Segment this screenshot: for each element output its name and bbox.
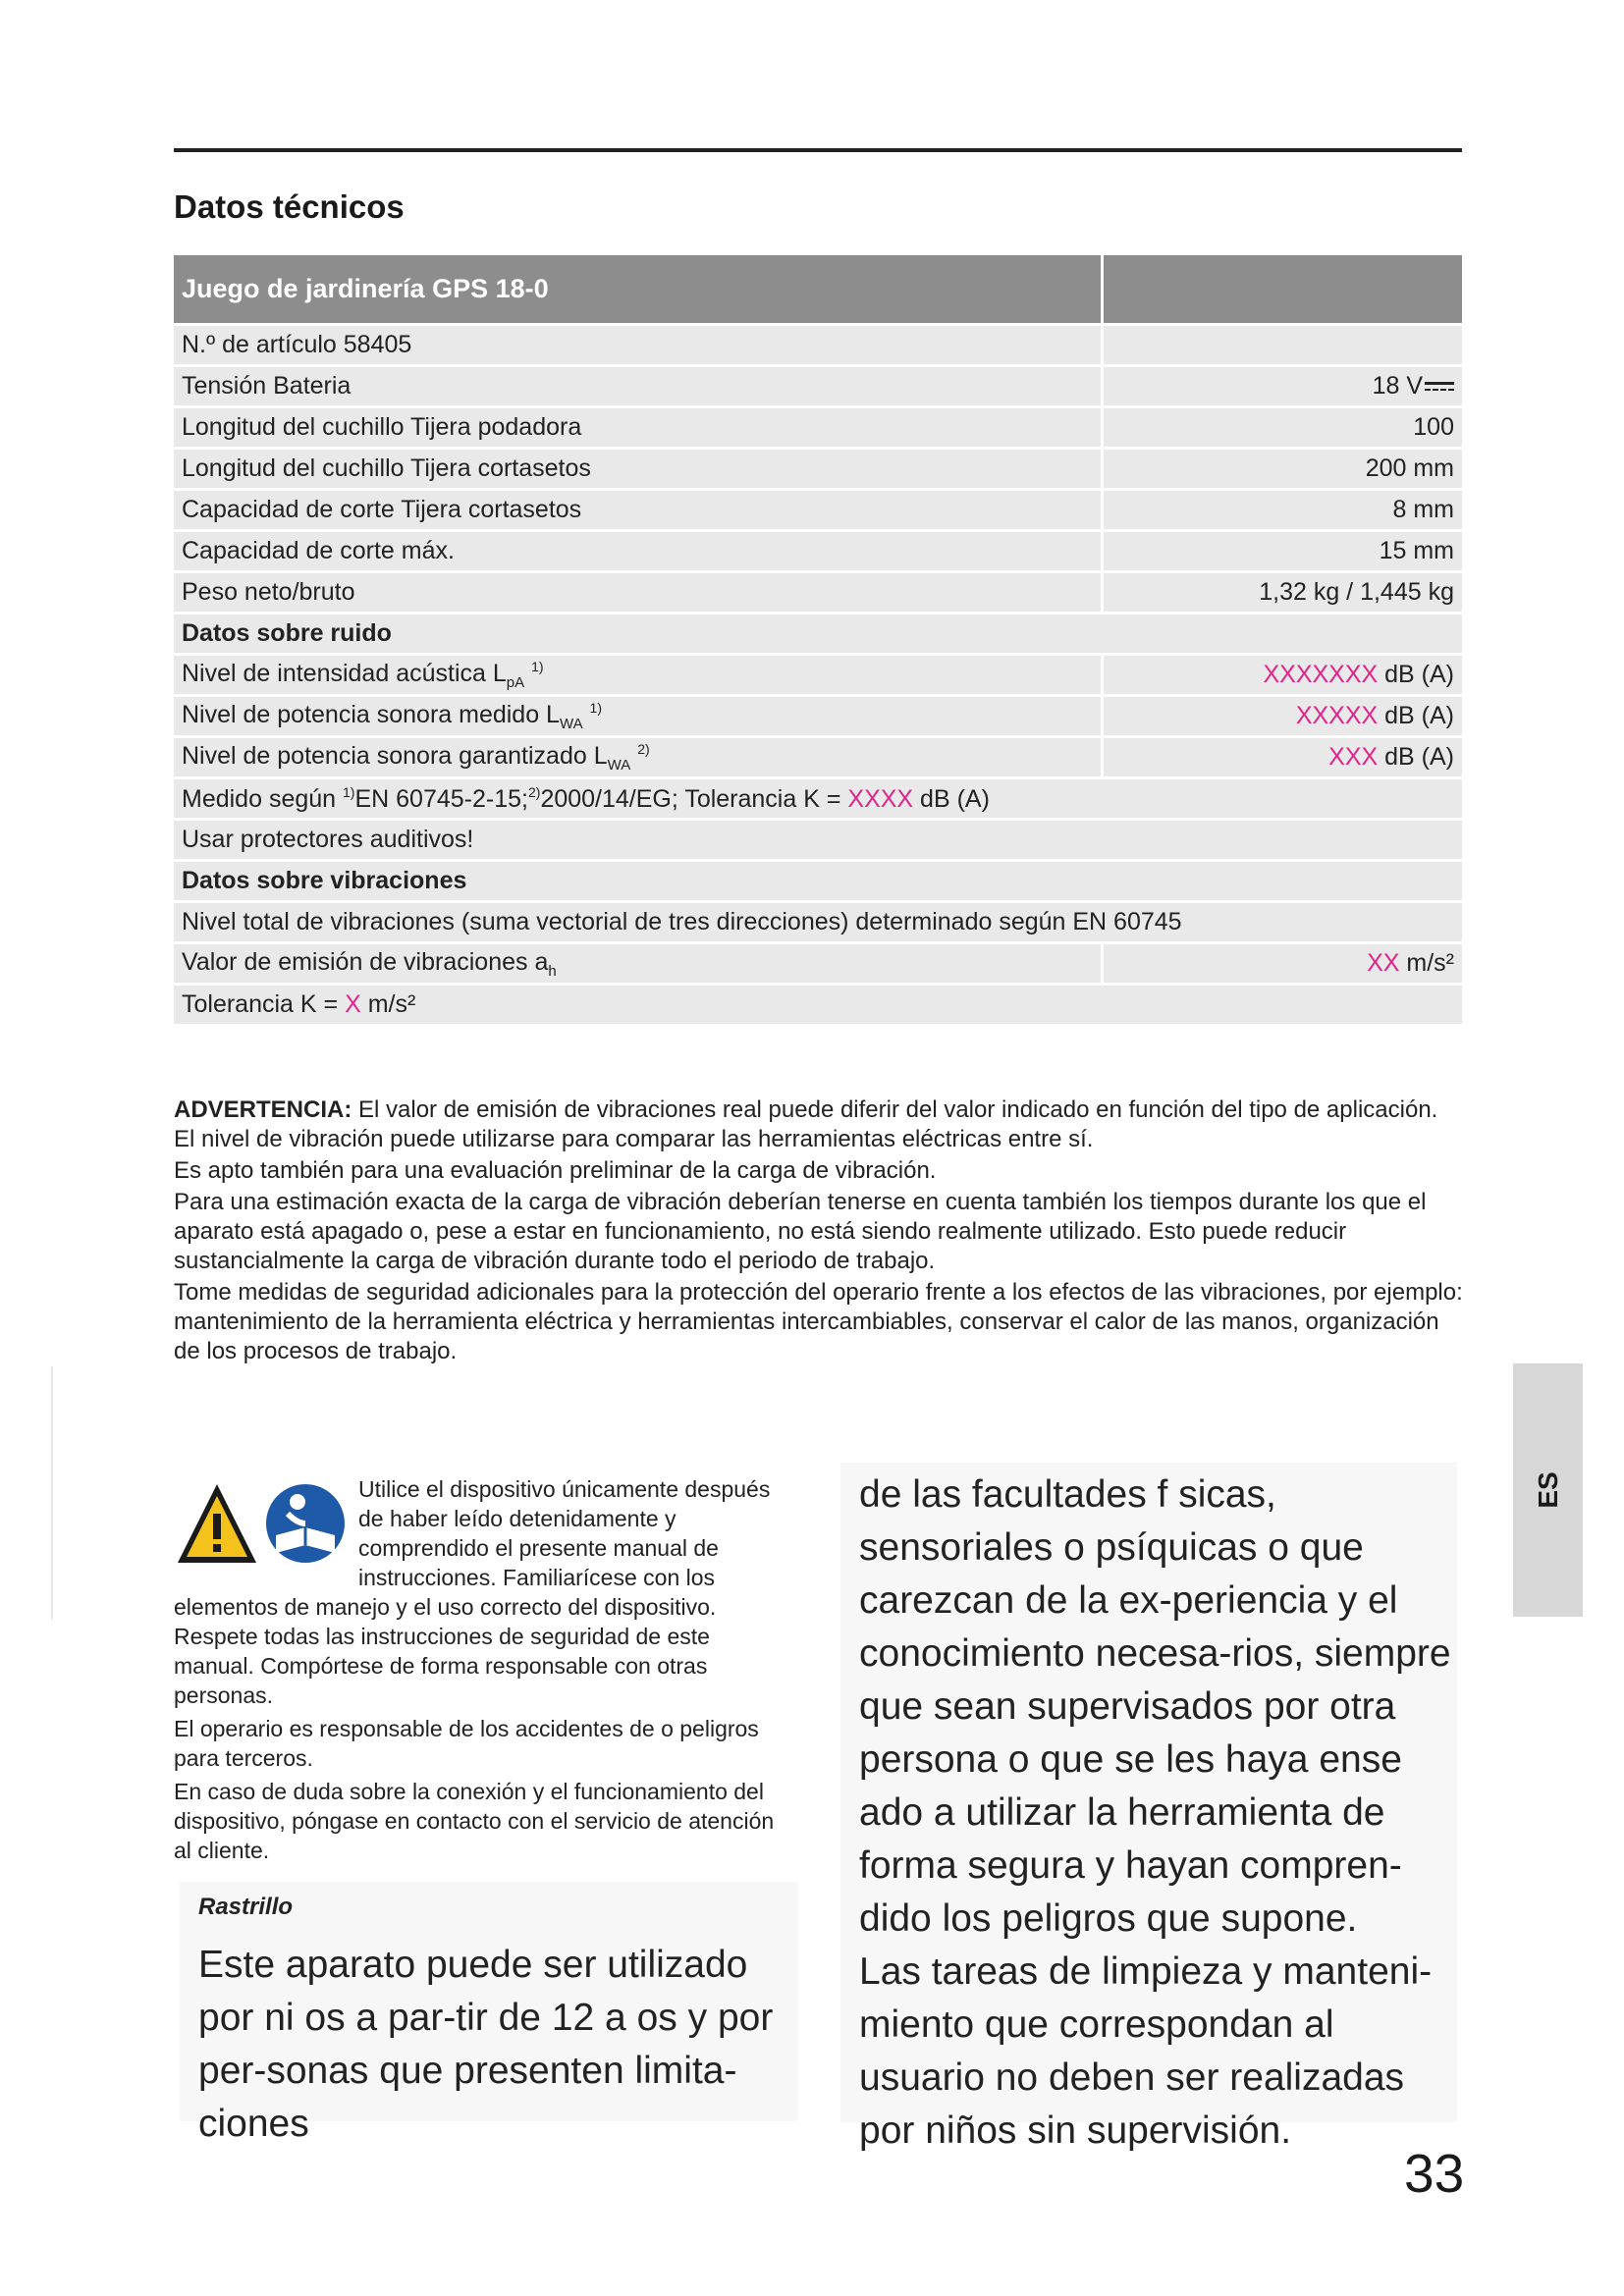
noise-placeholder: XXXXX [1295, 702, 1379, 729]
table-row [174, 491, 1462, 529]
table-row: Valor de emisión de vibraciones $a_h$ XX m/s² [174, 944, 1462, 983]
row-label: Peso neto/bruto [174, 573, 1101, 612]
noise-unit: dB (A) [1378, 702, 1454, 729]
hearing-protection-note: Usar protectores auditivos! [174, 821, 1462, 859]
rake-label: Rastrillo [198, 1894, 294, 1920]
warning-triangle-icon [178, 1484, 256, 1563]
tolerance-row: Tolerancia K = X m/s² [174, 986, 1462, 1024]
table-row [174, 821, 1462, 859]
table-row [174, 573, 1462, 612]
table-row [174, 656, 1462, 694]
row-value: 200 mm [1101, 450, 1462, 488]
table-row [174, 738, 1462, 776]
vibration-section-title: Datos sobre vibraciones [174, 862, 1462, 900]
noise-label: Nivel de potencia sonora garantizado L [182, 742, 608, 770]
table-row [174, 532, 1462, 570]
noise-subscript: WA [559, 716, 583, 732]
row-value: 15 mm [1101, 532, 1462, 570]
noise-placeholder: XXXXXXX [1263, 661, 1379, 688]
row-label: Tensión Bateria [174, 367, 1101, 405]
rake-text: Este aparato puede ser utilizado por ni os a par-tir de 12 a os y por per-sonas que presenten limita-ciones [198, 1944, 774, 2145]
section-row-vibration [174, 862, 1462, 900]
warning-read-manual-icons [174, 1474, 351, 1590]
restriction-paragraph: de las facultades f sicas, sensoriales o psíquicas o que carezcan de la ex-periencia y el conocimiento necesa-rios, siempre que sean supervisados por otra persona o que se les haya ense ado a utilizar la herramienta de forma segura y hayan compren-dido los peligros que supone. [859, 1473, 1451, 1940]
spec-table [174, 252, 1462, 1027]
safety-paragraph: Utilice el dispositivo únicamente después de haber leído detenidamente y comprendido el presente manual de instrucciones. Familiarícese con los elementos de manejo y el uso correcto del dispositivo. Respete todas las instrucciones de seguridad de este manual. Compórtese de forma responsable con otras personas. [174, 1476, 771, 1708]
noise-placeholder: XXX [1328, 743, 1379, 771]
noise-footnote: 1) [589, 700, 602, 716]
page-number: 33 [1404, 2143, 1465, 2204]
row-label: Longitud del cuchillo Tijera cortasetos [174, 450, 1101, 488]
rake-box [180, 1882, 798, 2145]
language-tab: ES [1513, 1363, 1583, 1617]
usage-restriction-box [840, 1463, 1457, 2152]
noise-subscript: WA [607, 757, 631, 774]
safety-paragraph: El operario es responsable de los accidentes de o peligros para terceros. [174, 1716, 759, 1771]
page-title: Datos técnicos [174, 188, 405, 225]
safety-paragraph: En caso de duda sobre la conexión y el funcionamiento del dispositivo, póngase en contacto con el servicio de atención al cliente. [174, 1779, 775, 1863]
section-row-noise [174, 614, 1462, 653]
tolerance-placeholder: XXXX [847, 784, 914, 813]
row-label: Capacidad de corte Tijera cortasetos [174, 491, 1101, 529]
noise-footnote: 1) [531, 659, 544, 674]
noise-unit: dB (A) [1378, 661, 1454, 688]
measured-row: Medido según $^{1)}$EN 60745-2-15;$^{2)}$2000/14/EG; Tolerancia K = XXXX dB (A) [174, 779, 1462, 818]
scan-edge-mark [51, 1366, 53, 1620]
spec-table-header-row [174, 255, 1462, 323]
row-value: 8 mm [1101, 491, 1462, 529]
row-value: 1,32 kg / 1,445 kg [1101, 573, 1462, 612]
warning-label: ADVERTENCIA: [174, 1096, 352, 1123]
vibration-placeholder: XX [1367, 949, 1400, 977]
noise-section-title: Datos sobre ruido [174, 614, 1462, 653]
table-row [174, 326, 1462, 364]
table-row [174, 697, 1462, 735]
safety-instructions [174, 1474, 792, 1869]
vibration-warning: ADVERTENCIA: El valor de emisión de vibraciones real puede diferir del valor indicado en función del tipo de aplicación. El nivel de vibración puede utilizarse para comparar las herramientas eléctricas entre sí. Es apto también para una evaluación preliminar de la carga de vibración. Para una estimación exacta de la carga de vibración deberían tenerse en cuenta también los tiempos durante los que el aparato está apagado o, pese a estar en funcionamiento, no está siendo realmente utilizado. Esto puede reducir sustancialmente la carga de vibración durante todo el periodo de trabajo. Tome medidas de seguridad adicionales para la protección del operario frente a los efectos de las vibraciones, por ejemplo: mantenimiento de la herramienta eléctrica y herramientas intercambiables, conservar el calor de las manos, organización de los procesos de trabajo. [174, 1096, 1463, 1364]
noise-unit: dB (A) [1378, 743, 1454, 771]
dc-current-icon [1425, 380, 1454, 394]
row-label: N.º de artículo 58405 [174, 326, 1101, 364]
read-manual-icon [266, 1484, 345, 1563]
row-value: 100 [1101, 408, 1462, 447]
table-row [174, 779, 1462, 818]
table-row [174, 986, 1462, 1024]
table-row [174, 367, 1462, 405]
row-label: Longitud del cuchillo Tijera podadora [174, 408, 1101, 447]
row-label: Capacidad de corte máx. [174, 532, 1101, 570]
row-value: 18 V [1372, 372, 1423, 400]
vibration-label: Valor de emisión de vibraciones a [182, 947, 549, 976]
table-row [174, 450, 1462, 488]
top-rule [174, 148, 1462, 152]
noise-label: Nivel de potencia sonora medido L [182, 701, 560, 728]
spec-table-header: Juego de jardinería GPS 18-0 [174, 255, 1101, 323]
table-row [174, 903, 1462, 941]
table-row [174, 408, 1462, 447]
noise-footnote: 2) [637, 741, 650, 757]
noise-label: Nivel de intensidad acústica L [182, 660, 507, 687]
maintenance-paragraph: Las tareas de limpieza y manteni-miento que correspondan al usuario no deben ser realizadas por niños sin supervisión. [859, 1950, 1433, 2152]
row-value [1101, 326, 1462, 364]
vibration-total: Nivel total de vibraciones (suma vectorial de tres direcciones) determinado según EN 60745 [174, 903, 1462, 941]
noise-subscript: pA [506, 674, 525, 691]
